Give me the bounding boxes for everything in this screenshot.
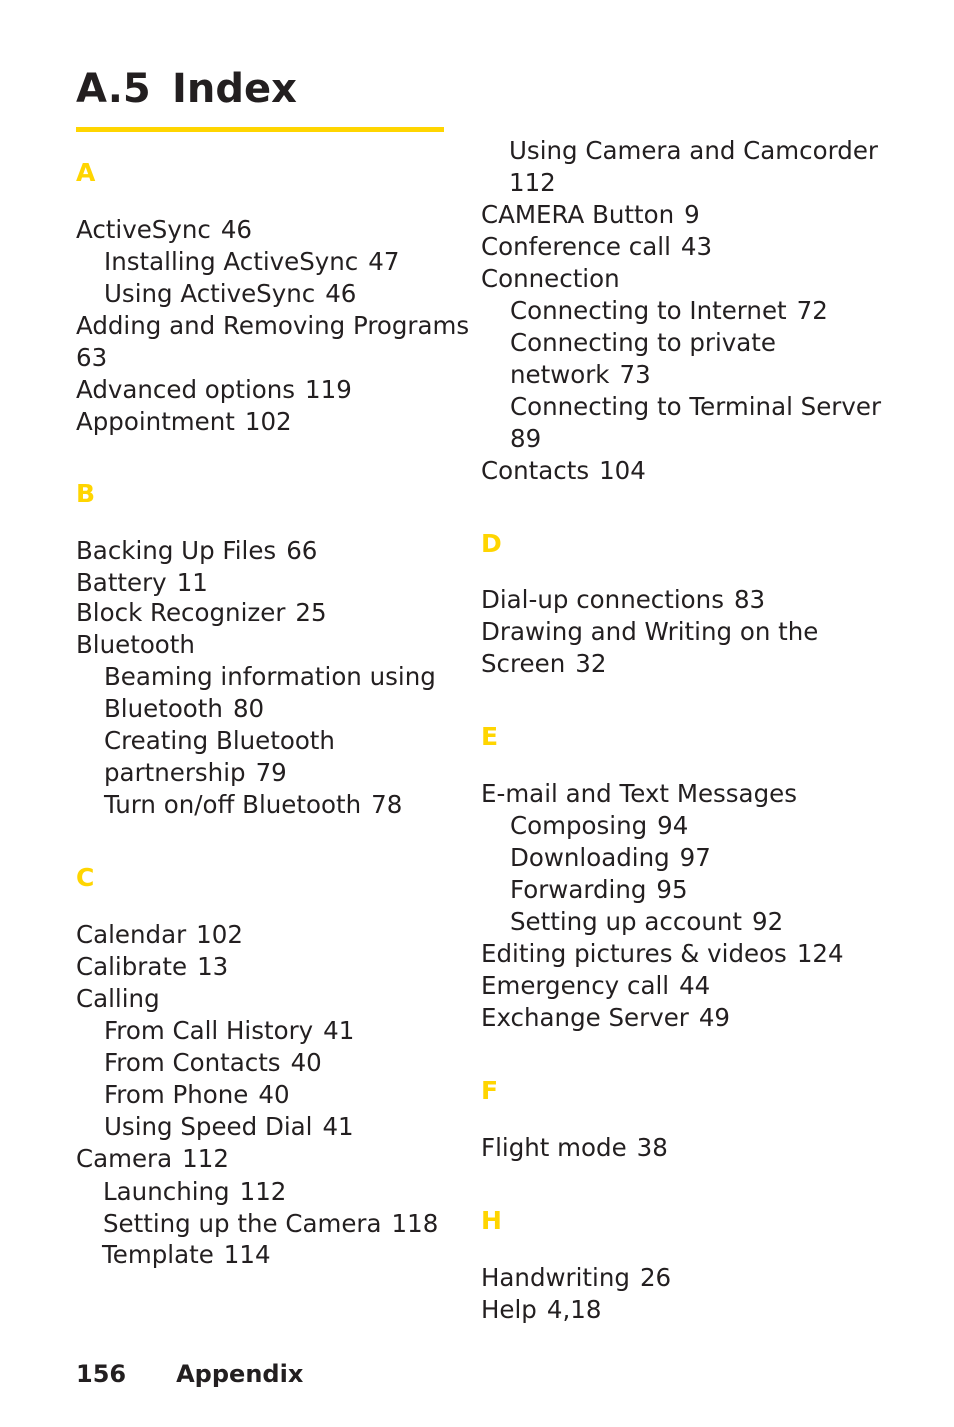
entry-page: 73 (619, 360, 651, 389)
page-footer (76, 1358, 303, 1390)
index-subentry (104, 246, 399, 278)
entry-text: Turn on/off Bluetooth (104, 790, 362, 819)
index-subentry (104, 1015, 354, 1047)
index-entry (76, 567, 208, 599)
entry-page: 95 (656, 875, 688, 904)
index-entry (481, 199, 700, 231)
entry-text: E-mail and Text Messages (481, 779, 797, 808)
index-subentry-continued (104, 693, 264, 725)
entry-page: 66 (286, 536, 318, 565)
entry-text: Contacts (481, 456, 590, 485)
entry-text: Beaming information using (104, 662, 436, 691)
entry-text: Using Speed Dial (104, 1112, 313, 1141)
entry-text: Drawing and Writing on the (481, 617, 819, 646)
entry-page: 9 (684, 200, 700, 229)
entry-page: 102 (196, 920, 243, 949)
entry-page: 47 (368, 247, 400, 276)
entry-page: 43 (680, 232, 713, 261)
index-subentry (102, 1239, 271, 1271)
index-subentry (104, 1079, 290, 1111)
entry-page: 89 (510, 424, 542, 453)
entry-text: Appointment (76, 407, 235, 436)
index-entry (481, 1262, 671, 1294)
section-title: Index (172, 66, 297, 112)
entry-text: Battery (76, 568, 167, 597)
index-subentry-continued (509, 167, 556, 199)
index-entry (76, 310, 469, 342)
entry-text: Calibrate (76, 952, 188, 981)
entry-text: Connecting to Internet (510, 296, 787, 325)
entry-text: Block Recognizer (76, 598, 286, 627)
entry-text: Adding and Removing Programs (76, 311, 470, 340)
entry-text: Help (481, 1295, 537, 1324)
title-underline (76, 127, 444, 132)
entry-page: 41 (323, 1016, 355, 1045)
index-subentry (510, 295, 828, 327)
entry-page: 79 (255, 758, 287, 787)
entry-page: 26 (639, 1263, 672, 1292)
entry-page: 40 (258, 1080, 290, 1109)
footer-section: Appendix (176, 1360, 304, 1388)
entry-text: Exchange Server (481, 1003, 689, 1032)
entry-page: 32 (575, 649, 607, 678)
entry-page: 104 (599, 456, 646, 485)
index-entry (76, 214, 252, 246)
section-letter-f: F (481, 1076, 499, 1105)
index-entry (76, 629, 195, 661)
entry-text: Screen (481, 649, 566, 678)
entry-page: 112 (239, 1177, 287, 1206)
index-entry-continued (481, 648, 606, 680)
entry-page: 46 (325, 279, 357, 308)
entry-text: Bluetooth (104, 694, 223, 723)
entry-text: Editing pictures & videos (481, 939, 787, 968)
entry-text: Setting up the Camera (103, 1209, 382, 1238)
entry-page: 124 (796, 939, 844, 968)
index-subentry (510, 874, 688, 906)
entry-text: Creating Bluetooth (104, 726, 335, 755)
index-entry (481, 616, 818, 648)
section-number: A.5 (76, 66, 151, 112)
index-subentry (104, 789, 402, 821)
entry-page: 72 (796, 296, 828, 325)
entry-page: 4,18 (546, 1295, 602, 1324)
entry-page: 80 (232, 694, 265, 723)
entry-page: 112 (182, 1144, 229, 1173)
entry-page: 92 (751, 907, 784, 936)
entry-text: Template (102, 1240, 214, 1269)
index-subentry (510, 391, 881, 423)
entry-page: 83 (733, 585, 766, 614)
index-subentry-continued (104, 757, 287, 789)
entry-text: Calendar (76, 920, 187, 949)
index-entry (76, 1143, 229, 1175)
index-subentry (103, 1176, 286, 1208)
index-entry (481, 938, 844, 970)
entry-text: Connection (481, 264, 620, 293)
section-letter-h: H (481, 1206, 502, 1235)
entry-text: Setting up account (510, 907, 742, 936)
entry-page: 119 (305, 375, 352, 404)
entry-page: 112 (509, 168, 556, 197)
index-subentry-continued (510, 423, 541, 455)
entry-text: Downloading (510, 843, 670, 872)
entry-page: 78 (371, 790, 403, 819)
entry-text: Connecting to private (510, 328, 776, 357)
index-entry (481, 1294, 601, 1326)
entry-text: Handwriting (481, 1263, 630, 1292)
index-entry (76, 919, 243, 951)
entry-page: 94 (657, 811, 689, 840)
entry-page: 38 (636, 1133, 668, 1162)
index-entry (481, 1002, 730, 1034)
entry-page: 46 (220, 215, 253, 244)
entry-page: 41 (322, 1112, 354, 1141)
entry-text: ActiveSync (76, 215, 211, 244)
section-letter-d: D (481, 529, 502, 558)
index-subentry (104, 725, 335, 757)
index-entry (481, 263, 620, 295)
section-letter-a: A (76, 158, 96, 187)
entry-text: Conference call (481, 232, 671, 261)
entry-text: Advanced options (76, 375, 296, 404)
entry-text: From Call History (104, 1016, 314, 1045)
index-entry (76, 951, 228, 983)
index-subentry (510, 327, 776, 359)
entry-text: Camera (76, 1144, 173, 1173)
index-entry (481, 970, 710, 1002)
index-entry (76, 597, 327, 629)
index-subentry-continued (510, 359, 651, 391)
entry-text: Forwarding (510, 875, 647, 904)
index-subentry (104, 661, 436, 693)
index-subentry (510, 906, 783, 938)
entry-page: 63 (76, 343, 108, 372)
index-entry (481, 778, 797, 810)
index-subentry (103, 1208, 438, 1240)
page-number: 156 (76, 1360, 127, 1388)
index-entry (76, 983, 160, 1015)
index-entry (481, 1132, 668, 1164)
entry-text: Installing ActiveSync (104, 247, 359, 276)
entry-page: 11 (176, 568, 208, 597)
index-entry (481, 455, 646, 487)
index-entry (76, 535, 317, 567)
entry-page: 40 (290, 1048, 322, 1077)
entry-text: Using Camera and Camcorder (509, 136, 878, 165)
entry-page: 114 (223, 1240, 271, 1269)
entry-text: Calling (76, 984, 160, 1013)
entry-text: partnership (104, 758, 246, 787)
index-entry (481, 584, 765, 616)
entry-text: Emergency call (481, 971, 670, 1000)
entry-page: 102 (244, 407, 292, 436)
index-subentry (509, 135, 878, 167)
entry-text: From Contacts (104, 1048, 281, 1077)
entry-text: CAMERA Button (481, 200, 675, 229)
index-entry (76, 374, 352, 406)
index-subentry (104, 1047, 322, 1079)
entry-page: 97 (679, 843, 711, 872)
entry-text: Connecting to Terminal Server (510, 392, 882, 421)
entry-page: 25 (295, 598, 327, 627)
page-title (76, 66, 297, 112)
entry-text: Composing (510, 811, 648, 840)
entry-text: Using ActiveSync (104, 279, 316, 308)
index-subentry (510, 810, 688, 842)
section-letter-b: B (76, 479, 96, 508)
index-subentry (104, 278, 356, 310)
section-letter-c: C (76, 863, 95, 892)
entry-page: 13 (197, 952, 229, 981)
index-entry (76, 406, 292, 438)
entry-text: Backing Up Files (76, 536, 277, 565)
entry-text: From Phone (104, 1080, 249, 1109)
entry-text: network (510, 360, 610, 389)
index-entry-continued (76, 342, 107, 374)
entry-text: Launching (103, 1177, 230, 1206)
entry-page: 44 (679, 971, 711, 1000)
section-letter-e: E (481, 722, 499, 751)
entry-page: 49 (698, 1003, 731, 1032)
entry-text: Dial-up connections (481, 585, 724, 614)
index-entry (481, 231, 712, 263)
entry-text: Flight mode (481, 1133, 627, 1162)
entry-page: 118 (391, 1209, 439, 1238)
index-subentry (510, 842, 711, 874)
index-subentry (104, 1111, 354, 1143)
entry-text: Bluetooth (76, 630, 195, 659)
